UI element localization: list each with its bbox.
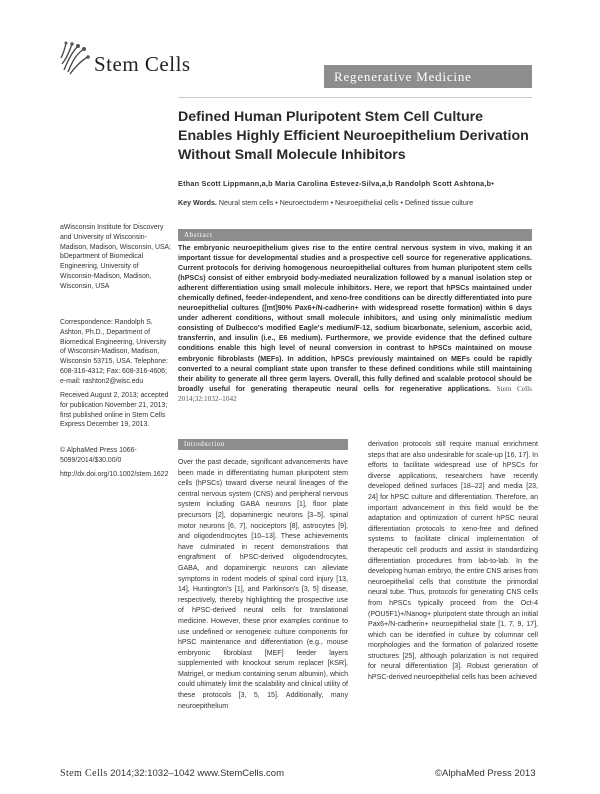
journal-logo (58, 40, 208, 84)
copyright-notice: © AlphaMed Press 1066-5099/2014/$30.00/0 (60, 447, 137, 464)
affiliations: aWisconsin Institute for Discovery and University of Wisconsin-Madison, Madison, Wisconsin, USA; bDepartment of Biomedical Engineering, University of Wisconsin-Madison, Madison, Wisconsin, USA (60, 224, 172, 290)
footer-copyright: ©AlphaMed Press 2013 (435, 768, 536, 779)
footer-citation (60, 768, 284, 779)
footer-citation-text: 2014;32:1032–1042 www.StemCells.com (110, 768, 285, 779)
keywords (178, 199, 538, 207)
keywords-label: Key Words. (178, 199, 217, 207)
abstract-body (178, 243, 532, 404)
journal-logo-text: Stem Cells (94, 52, 191, 76)
doi-link[interactable]: http://dx.doi.org/10.1002/stem.1622 (60, 471, 169, 478)
keywords-list: Neural stem cells • Neuroectoderm • Neuroepithelial cells • Defined tissue culture (218, 199, 474, 207)
abstract-citation: Stem Cells 2014;32:1032–1042 (178, 383, 532, 403)
article-title: Defined Human Pluripotent Stem Cell Culture Enables Highly Efficient Neuroepithelium Derivation Without Small Molecule Inhibitors (178, 109, 529, 163)
header-divider (178, 97, 532, 98)
footer-journal: Stem Cells (60, 768, 108, 779)
intro-column-1: Over the past decade, significant advancements have been made in differentiating human pluripotent stem cells (hPSCs) toward diverse neural lineages of the central nervous system (CNS) and peripheral nervous system including GABA neurons [1], floor plate precursors [2], dopaminergic neurons [3–5], spinal motor neurons [6, 7], nociceptors [8], astrocytes [9], and oligodendrocytes [10–13]. These achievements have culminated in recent demonstrations that engraftment of hPSC-derived oligodendrocytes, GABA, and dopaminergic neurons can alleviate symptoms in rodent models of spinal cord injury [13, 14], Huntington's [1], and Parkinson's [3, 5] disease, respectively, thereby highlighting the prospective use of hPSC-derived neural cells for translational medicine. However, these prior examples continue to use undefined or xenogeneic culture components for hPSC maintenance and differentiation (e.g., mouse embryonic fibroblast [MEF] feeder layers supplemented with knockout serum replacer [KSR], Matrigel, or medium containing serum albumin), which could ultimately limit the scalability and clinical utility of these protocols [3, 5, 15]. Additionally, many neuroepithelium (178, 459, 348, 710)
introduction-heading: Introduction (178, 439, 348, 450)
received-dates: Received August 2, 2013; accepted for publication November 21, 2013; first published online in Stem Cells Express December 19, 2013. (60, 392, 169, 429)
abstract-text: The embryonic neuroepithelium gives rise to the entire central nervous system in vivo, making it an important tissue for developmental studies and a prospective cell source for regenerative applications. Current protocols for deriving homogenous neuroepithelial cultures from human pluripotent stem cells (hPSCs) consist of either embryoid body-mediated neuralization followed by a manual isolation step or adherent differentiation using small molecule inhibitors. Here, we report that hPSCs maintained under chemically defined, feeder-independent, and xeno-free conditions can be directly differentiated into pure neuroepithelial cultures ([mt]90% Pax6+/N-cadherin+ with widespread rosette formation) within 6 days under adherent conditions, without small molecule inhibitors, and using only minimalistic medium consisting of Dulbecco's modified Eagle's medium/F-12, sodium bicarbonate, selenium, ascorbic acid, transferrin, and insulin (i.e., E6 medium). Furthermore, we provide evidence that the defined culture conditions enable this high level of neural conversion in contrast to hPSCs maintained on mouse embryonic fibroblasts (MEFs). In addition, hPSCs previously maintained on MEFs could be rapidly converted to a neural compliant state upon transfer to these defined conditions while still maintaining their ability to generate all three germ layers. Overall, this fully defined and scalable protocol should be broadly useful for generating therapeutic neural cells for regenerative applications. (178, 244, 532, 393)
intro-column-2: derivation protocols still require manual enrichment steps that are also undesirable for scale-up [16, 17]. In efforts to facilitate widespread use of hPSCs for diverse applications, researchers have recently developed defined surfaces [18–22] and media [23, 24] for hPSC culture and differentiation. Therefore, an important advancement in this field would be the adaptation and optimization of current hPSC neural differentiation protocols to xeno-free and defined systems to facilitate clinical implementation of therapeutic cell products and assist in standardizing differentiation procedures from lab-to-lab. In the developing human embryo, the entire CNS arises from neuroepithelial cells that constitute the primordial neural tube. Thus, protocols for generating CNS cells from hPSCs typically proceed from the Oct-4 (POU5F1)+/Nanog+ pluripotent state through an initial Pax6+/N-cadherin+ neuroepithelial state [1, 7, 9, 17], which can be identified in culture by columnar cell morphologies and the formation of polarized rosette structures [25], although polarization is not required for neural differentiation [3]. Robust generation of hPSC-derived neuroepithelial cells has been achieved (368, 441, 539, 682)
abstract-heading: Abstract (178, 229, 532, 241)
section-banner: Regenerative Medicine (324, 65, 532, 88)
correspondence: Correspondence: Randolph S. Ashton, Ph.D., Department of Biomedical Engineering, University of Wisconsin-Madison, Madison, Wisconsin 53715, USA. Telephone: 608-316-4312; Fax: 608-316-4606; e-mail: rashton2@wisc.edu (60, 319, 168, 385)
stem-cells-logo-icon (58, 40, 92, 80)
author-list: Ethan Scott Lippmann,a,b Maria Carolina Estevez-Silva,a,b Randolph Scott Ashtona,b• (178, 179, 495, 188)
